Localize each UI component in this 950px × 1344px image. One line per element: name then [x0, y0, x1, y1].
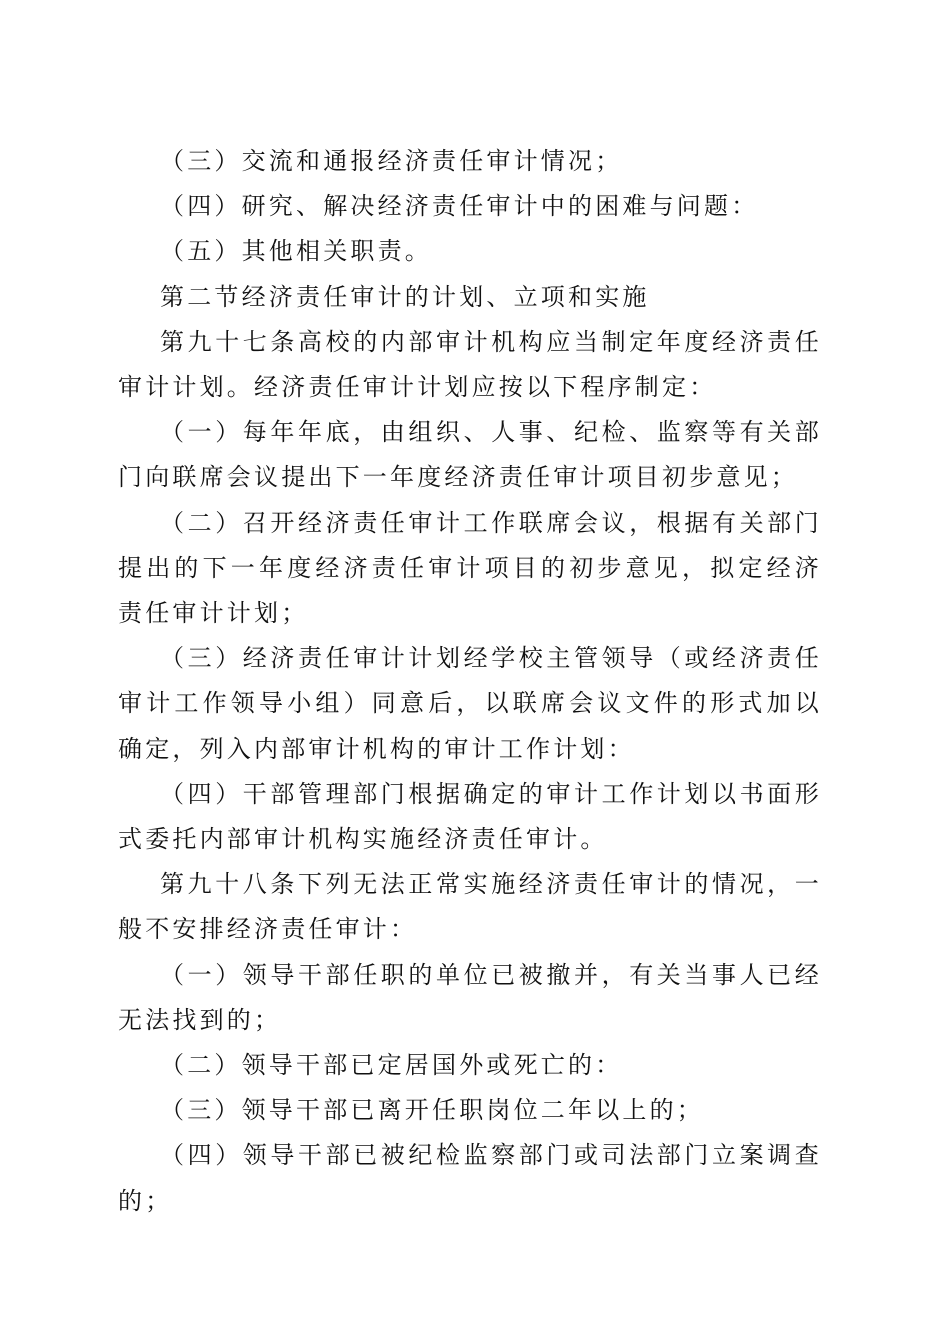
- article-98-item-4: （四）领导干部已被纪检监察部门或司法部门立案调查的；: [118, 1141, 822, 1215]
- article-97-item-4: （四）干部管理部门根据确定的审计工作计划以书面形式委托内部审计机构实施经济责任审计。: [118, 779, 822, 854]
- article-97-item-3: （三）经济责任审计计划经学校主管领导（或经济责任审计工作领导小组）同意后，以联席会议文件的形式加以确定，列入内部审计机构的审计工作计划：: [118, 644, 822, 763]
- document-body: [118, 139, 822, 1224]
- item-4-research-problems: （四）研究、解决经济责任审计中的困难与问题：: [160, 192, 759, 221]
- article-98-item-2: （二）领导干部已定居国外或死亡的：: [160, 1051, 623, 1080]
- article-97: 第九十七条高校的内部审计机构应当制定年度经济责任审计计划。经济责任审计计划应按以下程序制定：: [118, 327, 822, 402]
- article-98-item-3: （三）领导干部已离开任职岗位二年以上的；: [160, 1096, 704, 1125]
- article-98-item-1: （一）领导干部任职的单位已被撤并，有关当事人已经无法找到的；: [118, 960, 822, 1034]
- article-97-item-1: （一）每年年底，由组织、人事、纪检、监察等有关部门向联席会议提出下一年度经济责任审计项目初步意见；: [118, 418, 822, 492]
- article-98: 第九十八条下列无法正常实施经济责任审计的情况，一般不安排经济责任审计：: [118, 870, 822, 944]
- item-3-exchange-report: （三）交流和通报经济责任审计情况；: [160, 147, 623, 175]
- article-97-item-2: （二）召开经济责任审计工作联席会议，根据有关部门提出的下一年度经济责任审计项目的初步意见，拟定经济责任审计计划；: [118, 508, 822, 628]
- section-heading: 第二节经济责任审计的计划、立项和实施: [160, 282, 650, 311]
- item-5-other-duties: （五）其他相关职责。: [160, 237, 432, 266]
